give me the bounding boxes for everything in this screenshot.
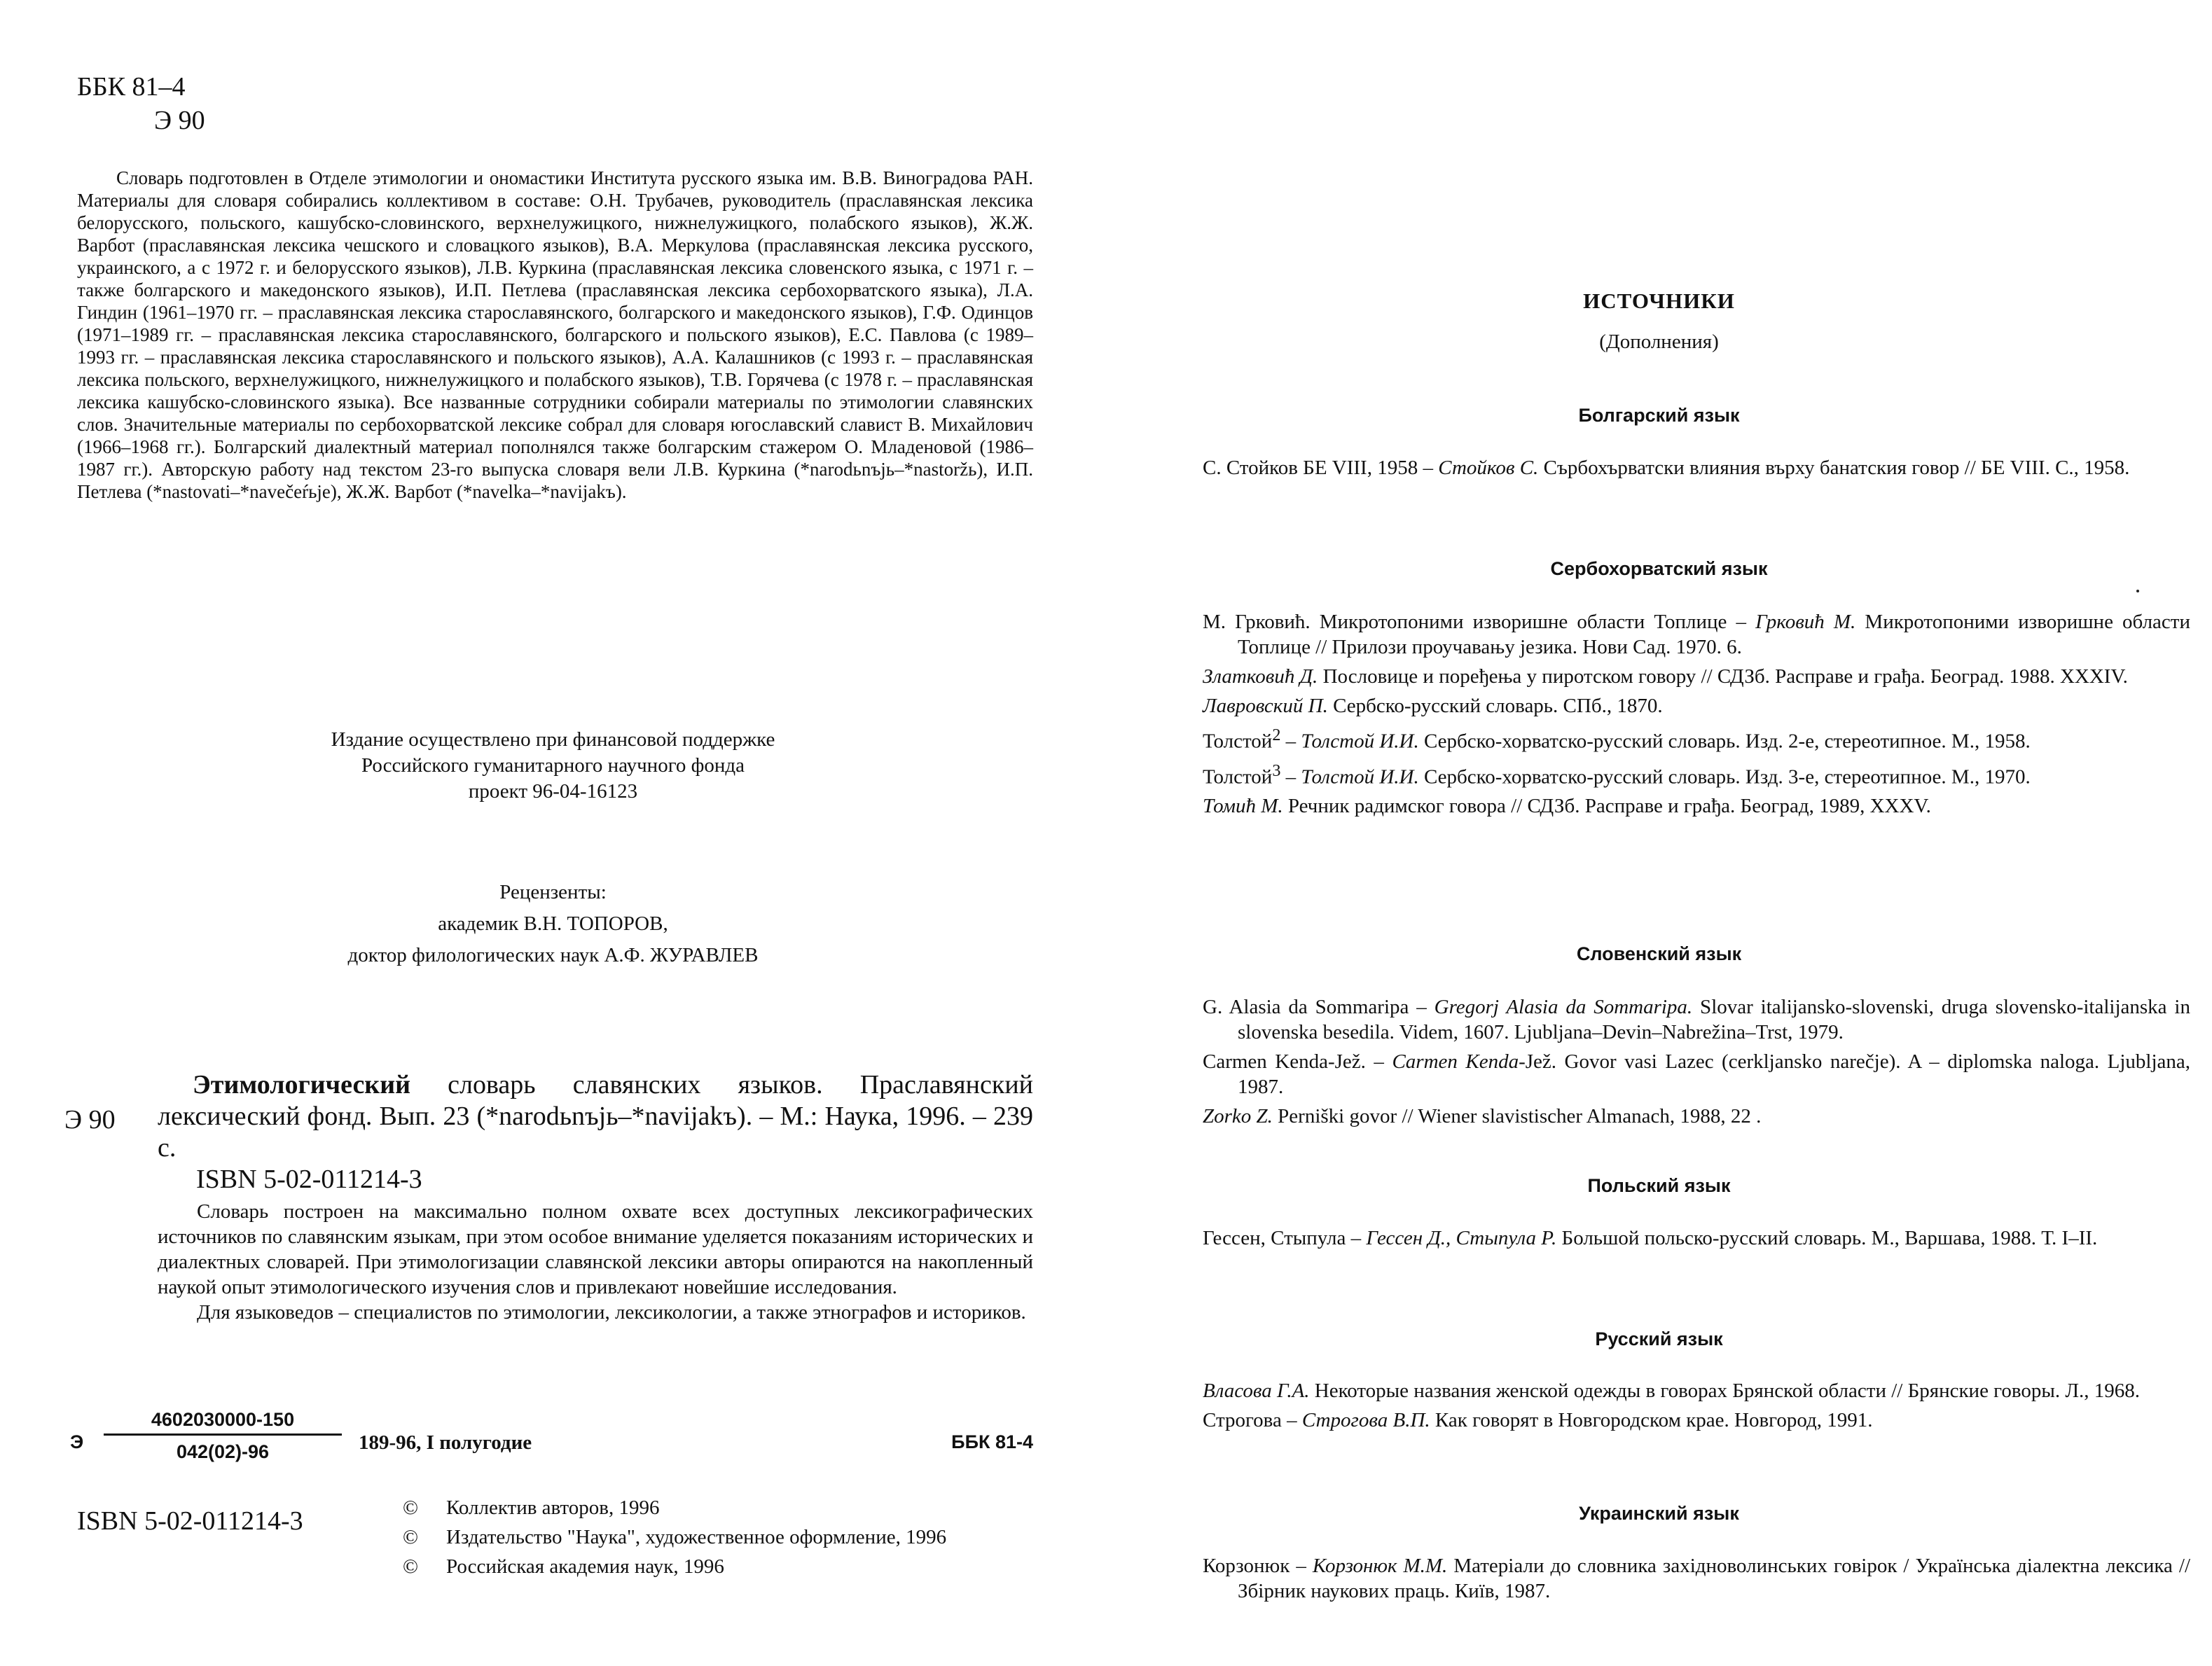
author-mark: Э 90	[154, 106, 205, 135]
copyright-row	[403, 1552, 946, 1581]
funding-line-1: Издание осуществлено при финансовой поддержке	[331, 728, 775, 751]
credits-paragraph: Словарь подготовлен в Отделе этимологии и ономастики Института русского языка им. В.В. Виноградова РАН. Материалы для словаря собирались коллективом в составе: О.Н. Трубачев, руководитель (праславянская лексика белорусского, польского, кашубско-словинского, верхнелужицкого, нижнелужицкого, полабского языков), Ж.Ж. Варбот (праславянская лексика чешского и словацкого языков), В.А. Меркулова (праславянская лексика русского, украинского, а с 1972 г. и белорусского языков), Л.В. Куркина (праславянская лексика словенского языка, с 1971 г. – также болгарского и македонского языков), И.П. Петлева (праславянская лексика сербохорватского языка), Л.А. Гиндин (1961–1970 гг. – праславянская лексика старославянского, болгарского и македонского языков), Г.Ф. Одинцов (1971–1989 гг. – праславянская лексика старославянского, болгарского и польского языков), Е.С. Павлова (с 1989–1993 гг. – праславянская лексика старославянского и польского языков), А.А. Калашников (с 1993 г. – праславянская лексика польского, верхнелужицкого, нижнелужицкого и полабского языков), Т.В. Горячева (с 1978 г. – праславянская лексика кашубско-словинского языка). Все названные сотрудники собирали материалы по этимологии славянских слов. Значительные материалы по сербохорватской лексике собрал для словаря югославский славист В. Михайлович (1966–1968 гг.). Болгарский диалектный материал пополнялся также болгарским стажером О. Младеновой (1986–1987 гг.). Авторскую работу над текстом 23-го выпуска словаря вели Л.В. Куркина (*narodьnъjь–*nastoržь), И.П. Петлева (*nastovati–*navečeŕьje), Ж.Ж. Варбот (*navelka–*navijakъ).	[77, 167, 1033, 502]
source-entry: Толстой$^2$ – Толстой И.И. Сербско-хорватско-русский словарь. Изд. 2-е, стереотипное. М., 1958.	[1203, 726, 2031, 753]
publication-code-line	[70, 1409, 1033, 1472]
copyright-list	[403, 1493, 946, 1581]
bbk-block	[77, 70, 205, 137]
catalog-description: словарь славянских языков. Праславянский лексический фонд. Вып. 23 (*narodьnъjь–*navijakъ). – М.: Наука, 1996. – 239 с.	[158, 1070, 1033, 1162]
entries-polish	[1203, 1226, 2190, 1251]
section-heading-polish: Польский язык	[1587, 1175, 1731, 1196]
source-entry: М. Грковић. Микротопоними изворишне области Топлице – Грковић М. Микротопоними изворишне области Топлице // Прилози проучавању језика. Нови Сад. 1970. 6.	[1203, 611, 2190, 658]
source-entry: Zorko Z. Perniški govor // Wiener slavistischer Almanach, 1988, 22 .	[1203, 1105, 1762, 1127]
print-speck	[2136, 590, 2139, 592]
section-heading-serbocroatian: Сербохорватский язык	[1550, 558, 1768, 579]
section-heading-bulgarian: Болгарский язык	[1578, 405, 1740, 426]
source-entry: Гессен, Стыпула – Гессен Д., Стыпула Р. Большой польско-русский словарь. М., Варшава, 1988. Т. I–II.	[1203, 1227, 2098, 1249]
section-heading-slovene: Словенский язык	[1576, 943, 1742, 964]
copyright-symbol: ©	[403, 1497, 419, 1519]
bbk-code: ББК 81–4	[77, 72, 186, 102]
code-bbk: ББК 81-4	[951, 1431, 1033, 1452]
entries-russian	[1203, 1378, 2190, 1433]
catalog-lead-word: Этимологический	[193, 1070, 410, 1099]
source-entry: С. Стойков БЕ VIII, 1958 – Стойков С. Сърбохърватски влияния върху банатския говор // БЕ VIII. С., 1958.	[1203, 457, 2130, 479]
source-entry: Толстой$^3$ – Толстой И.И. Сербско-хорватско-русский словарь. Изд. 3-е, стереотипное. М., 1970.	[1203, 761, 2031, 789]
code-middle: 189-96, I полугодие	[359, 1431, 532, 1454]
copyright-text: Российская академия наук, 1996	[446, 1555, 724, 1578]
reviewer-2: доктор филологических наук А.Ф. ЖУРАВЛЕВ	[347, 944, 759, 966]
sources-subtitle: (Дополнения)	[1599, 331, 1719, 353]
annotation	[158, 1199, 1033, 1325]
reviewers-block	[0, 877, 1106, 971]
code-denominator: 042(02)-96	[176, 1441, 270, 1462]
catalog-mark: Э 90	[64, 1105, 116, 1134]
copyright-symbol: ©	[403, 1526, 419, 1548]
section-heading-russian: Русский язык	[1595, 1328, 1723, 1349]
copyright-text: Коллектив авторов, 1996	[446, 1497, 660, 1519]
reviewers-title: Рецензенты:	[499, 881, 607, 903]
source-entry: Carmen Kenda-Jež. – Carmen Kenda-Jež. Govor vasi Lazec (cerkljansko narečje). A – diplomska naloga. Ljubljana, 1987.	[1203, 1050, 2190, 1098]
source-entry: Златковић Д. Пословице и поређења у пиротском говору // СДЗб. Расправе и грађа. Београд. 1988. XXXIV.	[1203, 665, 2128, 688]
funding-line-2: Российского гуманитарного научного фонда	[361, 754, 745, 777]
source-entry: Власова Г.А. Некоторые названия женской одежды в говорах Брянской области // Брянские говоры. Л., 1968.	[1203, 1380, 2141, 1402]
copyright-row	[403, 1522, 946, 1552]
code-prefix: Э	[70, 1431, 84, 1452]
catalog-isbn: ISBN 5-02-011214-3	[196, 1165, 422, 1194]
source-entry: Лавровский П. Сербско-русский словарь. СПб., 1870.	[1203, 695, 1663, 717]
entries-slovene	[1203, 994, 2190, 1129]
reviewer-1: академик В.Н. ТОПОРОВ,	[438, 912, 668, 935]
source-entry: Корзонюк – Корзонюк М.М. Матеріали до словника західноволинських говірок / Українська діалектна лексика // Збірник наукових праць. Київ, 1987.	[1203, 1555, 2191, 1602]
source-entry: Томић М. Речник радимског говора // СДЗб. Расправе и грађа. Београд, 1989, XXXV.	[1203, 795, 1931, 818]
section-heading-ukrainian: Украинский язык	[1579, 1503, 1739, 1524]
annotation-paragraph-1: Словарь построен на максимально полном охвате всех доступных лексикографических источников по славянским языкам, при этом особое внимание уделяется показаниям исторических и диалектных словарей. При этимологизации славянской лексики авторы опираются на накопленный наукой опыт этимологического изучения слов и привлекают новейшие исследования.	[158, 1200, 1033, 1298]
source-entry: Строгова – Строгова В.П. Как говорят в Новгородском крае. Новгород, 1991.	[1203, 1409, 1873, 1431]
copyright-row	[403, 1493, 946, 1522]
right-page	[1106, 0, 2212, 1666]
annotation-paragraph-2: Для языковедов – специалистов по этимологии, лексикологии, а также этнографов и историков.	[197, 1301, 1026, 1324]
entries-ukrainian	[1203, 1553, 2190, 1604]
isbn-bottom: ISBN 5-02-011214-3	[77, 1506, 303, 1536]
code-numerator: 4602030000-150	[104, 1409, 342, 1436]
copyright-symbol: ©	[403, 1555, 419, 1578]
sources-title: ИСТОЧНИКИ	[1583, 289, 1735, 313]
funding-line-3: проект 96-04-16123	[468, 780, 638, 803]
catalog-entry	[158, 1069, 1033, 1164]
entries-serbocroatian	[1203, 609, 2190, 819]
source-entry: G. Alasia da Sommaripa – Gregorj Alasia da Sommaripa. Slovar italijansko-slovenski, druga slovensko-italijanska in slovenska besedila. Videm, 1607. Ljubljana–Devin–Nabrežina–Trst, 1979.	[1203, 996, 2190, 1043]
entries-bulgarian	[1203, 455, 2190, 480]
funding-note	[0, 727, 1106, 805]
copyright-text: Издательство "Наука", художественное оформление, 1996	[446, 1526, 947, 1548]
